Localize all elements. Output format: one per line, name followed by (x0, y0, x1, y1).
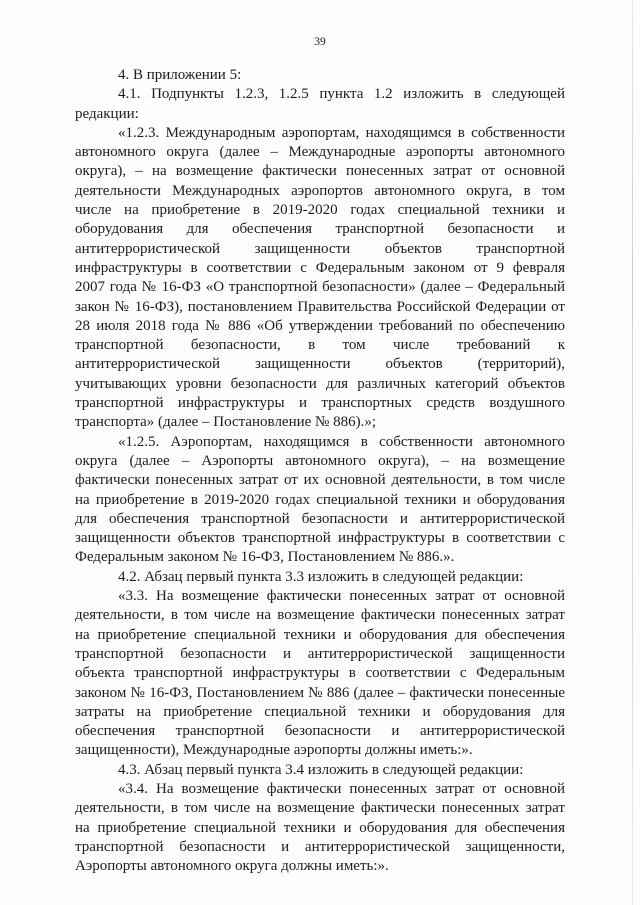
text-line: 4.2. Абзац первый пункта 3.3 изложить в следующей редакции: (118, 568, 524, 585)
text-line: инфраструктуры в соответствии с Федеральным законом от 9 февраля (75, 259, 565, 276)
text-line: Федеральным законом № 16-ФЗ, Постановлением № 886.». (75, 549, 455, 566)
scan-edge-line (632, 0, 633, 905)
text-line: закон № 16-ФЗ), постановлением Правительства Российской Федерации от (75, 298, 565, 315)
text-line: 28 июля 2018 года № 886 «Об утверждении требований по обеспечению (75, 317, 565, 334)
text-line: деятельности, в том числе на возмещение фактически понесенных затрат (75, 607, 565, 624)
text-line: фактически понесенных затрат от их основной деятельности, в том числе (75, 472, 565, 489)
text-line: защищенности объектов транспортной инфраструктуры в соответствии с (75, 530, 565, 547)
text-line: затраты на приобретение специальной техники и оборудования для (75, 703, 565, 720)
text-line: транспортной безопасности и антитеррористической защищенности, (75, 838, 565, 855)
text-line: деятельности Международных аэропортов автономного округа, в том (75, 182, 565, 199)
text-line: объекта транспортной инфраструктуры в соответствии с Федеральным (75, 665, 565, 682)
text-line: деятельности, в том числе на возмещение фактически понесенных затрат (75, 800, 565, 817)
text-line: оборудования для обеспечения транспортной безопасности и (75, 221, 565, 238)
text-line: транспортной безопасности и антитеррористической защищенности (75, 645, 565, 662)
text-line: 4.3. Абзац первый пункта 3.4 изложить в следующей редакции: (118, 761, 524, 778)
text-line: числе на приобретение в 2019-2020 годах специальной техники и (75, 202, 565, 219)
text-line: антитеррористической защищенности объектов (территорий), (75, 356, 565, 373)
text-line: редакции: (75, 105, 139, 122)
text-line: на приобретение в 2019-2020 годах специальной техники и оборудования (75, 491, 565, 508)
text-line: антитеррористической защищенности объектов транспортной (75, 240, 565, 257)
page-number: 39 (314, 36, 326, 48)
text-line: «1.2.3. Международным аэропортам, находящимся в собственности (118, 124, 565, 141)
text-line: на приобретение специальной техники и оборудования для обеспечения (75, 819, 565, 836)
text-line: 4. В приложении 5: (118, 67, 242, 83)
text-line: учитывающих уровни безопасности для различных категорий объектов (75, 375, 565, 392)
text-line: «1.2.5. Аэропортам, находящимся в собственности автономного (118, 433, 565, 450)
text-line: округа), – на возмещение фактически понесенных затрат от основной (75, 163, 565, 180)
text-line: на приобретение специальной техники и оборудования для обеспечения (75, 626, 565, 643)
text-line: для обеспечения транспортной безопасности и антитеррористической (75, 510, 565, 527)
text-line: законом № 16-ФЗ, Постановлением № 886 (далее – фактически понесенные (75, 684, 565, 701)
document-body (75, 66, 565, 876)
text-line: транспортной безопасности, в том числе требований к (75, 337, 565, 354)
text-line: 4.1. Подпункты 1.2.3, 1.2.5 пункта 1.2 изложить в следующей (118, 86, 565, 103)
text-line: автономного округа (далее – Международные аэропорты автономного (75, 144, 565, 161)
text-line: 2007 года № 16-ФЗ «О транспортной безопасности» (далее – Федеральный (75, 279, 565, 296)
text-line: защищенности), Международные аэропорты должны иметь:». (75, 742, 473, 759)
text-line: Аэропорты автономного округа должны иметь:». (75, 858, 389, 875)
text-line: «3.4. На возмещение фактически понесенных затрат от основной (118, 780, 565, 797)
text-line: транспортной инфраструктуры и транспортных средств воздушного (75, 395, 565, 412)
text-line: транспорта» (далее – Постановление № 886).»; (75, 414, 377, 431)
text-line: округа (далее – Аэропорты автономного округа), – на возмещение (75, 452, 565, 469)
text-line: «3.3. На возмещение фактически понесенных затрат от основной (118, 588, 565, 605)
text-line: обеспечения транспортной безопасности и антитеррористической (75, 723, 565, 740)
